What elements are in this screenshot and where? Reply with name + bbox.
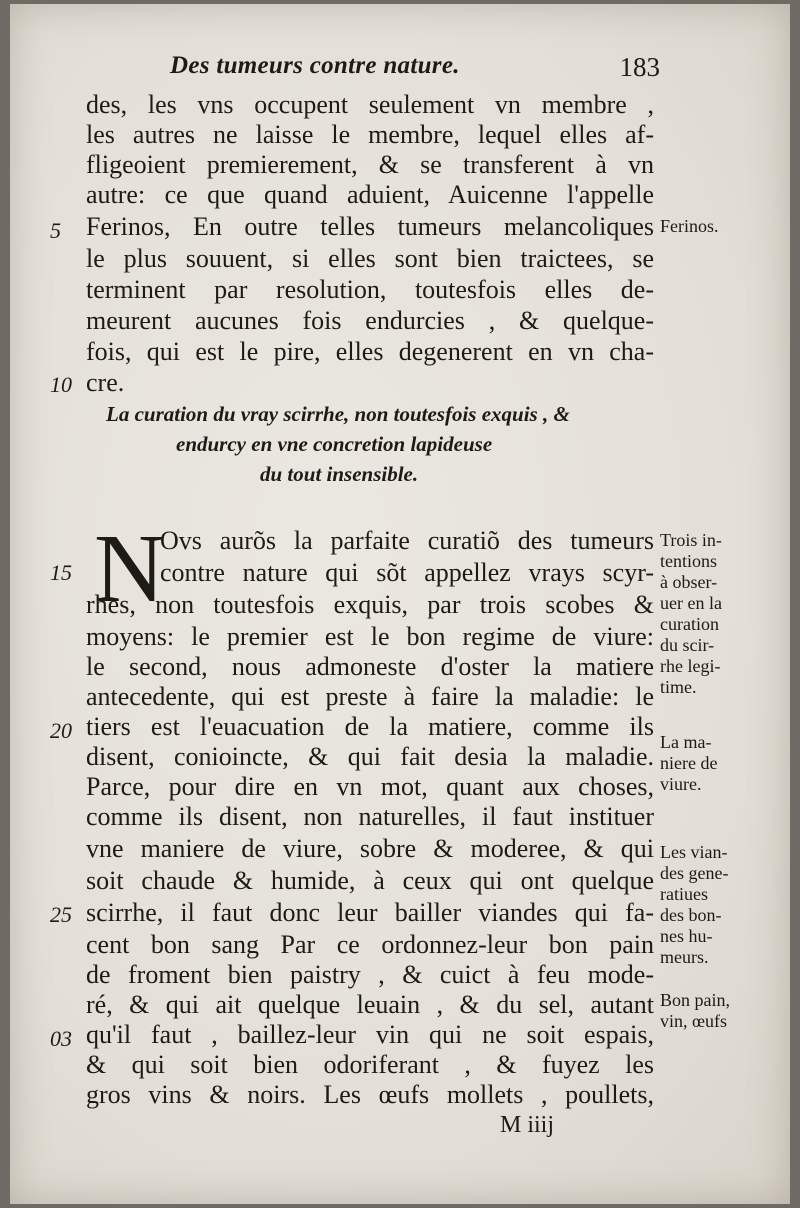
margin-note-maniere bbox=[660, 732, 788, 795]
margin-note-line: à obser- bbox=[660, 572, 718, 592]
page-number: 183 bbox=[619, 52, 660, 82]
text-line: cre. bbox=[86, 368, 125, 397]
margin-note-line: La ma- bbox=[660, 732, 712, 752]
text-line: antecedente, qui est preste à faire la maladie: le bbox=[86, 682, 654, 711]
margin-note-line: Ferinos. bbox=[660, 216, 719, 236]
margin-note-ferinos bbox=[660, 216, 788, 237]
text-line: disent, conioincte, & qui fait desia la maladie. bbox=[86, 742, 654, 771]
text-line: des, les vns occupent seulement vn membre , bbox=[86, 90, 654, 119]
margin-note-line: meurs. bbox=[660, 947, 709, 967]
margin-note-line: time. bbox=[660, 677, 697, 697]
line-number: 5 bbox=[50, 218, 61, 243]
text-line: fois, qui est le pire, elles degenerent en vn cha- bbox=[86, 337, 654, 366]
text-line: comme ils disent, non naturelles, il faut instituer bbox=[86, 802, 654, 831]
margin-note-line: Bon pain, bbox=[660, 990, 730, 1010]
signature-mark: M iiij bbox=[500, 1112, 555, 1138]
text-line: Ferinos, En outre telles tumeurs melancoliques bbox=[86, 212, 654, 241]
line-number: 25 bbox=[50, 902, 72, 927]
margin-note-line: viure. bbox=[660, 774, 702, 794]
text-line: qu'il faut , baillez-leur vin qui ne soit espais, bbox=[86, 1020, 654, 1049]
running-title: Des tumeurs contre nature. bbox=[170, 52, 460, 79]
text-line: fligeoient premierement, & se transferent à vn bbox=[86, 150, 654, 179]
text-line: autre: ce que quand aduient, Auicenne l'appelle bbox=[86, 180, 654, 209]
section-heading: du tout insensible. bbox=[260, 462, 419, 486]
text-line: rhes, non toutesfois exquis, par trois scobes & bbox=[86, 590, 654, 619]
margin-note-bon-pain bbox=[660, 990, 788, 1032]
line-number: 10 bbox=[50, 372, 72, 397]
margin-note-line: rhe legi- bbox=[660, 656, 721, 676]
margin-note-line: ratiues bbox=[660, 884, 708, 904]
margin-note-line: des gene- bbox=[660, 863, 729, 883]
section-heading: La curation du vray scirrhe, non toutesfois exquis , & bbox=[106, 402, 570, 426]
text-line: ré, & qui ait quelque leuain , & du sel, autant bbox=[86, 990, 654, 1019]
margin-note-line: tentions bbox=[660, 551, 717, 571]
margin-note-line: des bon- bbox=[660, 905, 722, 925]
text-line: le second, nous admoneste d'oster la matiere bbox=[86, 652, 654, 681]
text-line: Ovs aurõs la parfaite curatiõ des tumeurs bbox=[160, 526, 654, 555]
margin-note-line: niere de bbox=[660, 753, 718, 773]
section-heading: endurcy en vne concretion lapideuse bbox=[176, 432, 493, 456]
text-line: Parce, pour dire en vn mot, quant aux choses, bbox=[86, 772, 654, 801]
text-line: les autres ne laisse le membre, lequel elles af- bbox=[86, 120, 654, 149]
margin-note-line: Les vian- bbox=[660, 842, 728, 862]
margin-note-line: vin, œufs bbox=[660, 1011, 727, 1031]
text-line: le plus souuent, si elles sont bien traictees, se bbox=[86, 244, 654, 273]
margin-note-line: curation bbox=[660, 614, 719, 634]
text-line: scirrhe, il faut donc leur bailler viandes qui fa- bbox=[86, 898, 654, 927]
page-header bbox=[170, 52, 660, 88]
line-number: 03 bbox=[50, 1026, 72, 1051]
margin-note-line: nes hu- bbox=[660, 926, 713, 946]
text-line: terminent par resolution, toutesfois elles de- bbox=[86, 275, 654, 304]
line-number: 15 bbox=[50, 560, 72, 585]
line-number: 20 bbox=[50, 718, 72, 743]
text-line: de froment bien paistry , & cuict à feu mode- bbox=[86, 960, 654, 989]
text-line: & qui soit bien odoriferant , & fuyez les bbox=[86, 1050, 654, 1079]
text-line: tiers est l'euacuation de la matiere, comme ils bbox=[86, 712, 654, 741]
text-line: moyens: le premier est le bon regime de viure: bbox=[86, 622, 654, 651]
margin-note-line: Trois in- bbox=[660, 530, 722, 550]
margin-note-line: uer en la bbox=[660, 593, 722, 613]
text-line: vne maniere de viure, sobre & moderee, & qui bbox=[86, 834, 654, 863]
margin-note-trois-intentions bbox=[660, 530, 788, 698]
text-line: contre nature qui sõt appellez vrays scyr- bbox=[160, 558, 654, 587]
margin-note-viandes bbox=[660, 842, 788, 968]
book-page bbox=[10, 4, 790, 1204]
text-line: gros vins & noirs. Les œufs mollets , poullets, bbox=[86, 1080, 654, 1109]
text-line: meurent aucunes fois endurcies , & quelque- bbox=[86, 306, 654, 335]
margin-note-line: du scir- bbox=[660, 635, 715, 655]
text-line: soit chaude & humide, à ceux qui ont quelque bbox=[86, 866, 654, 895]
drop-capital: N bbox=[94, 515, 165, 623]
text-line: cent bon sang Par ce ordonnez-leur bon pain bbox=[86, 930, 654, 959]
